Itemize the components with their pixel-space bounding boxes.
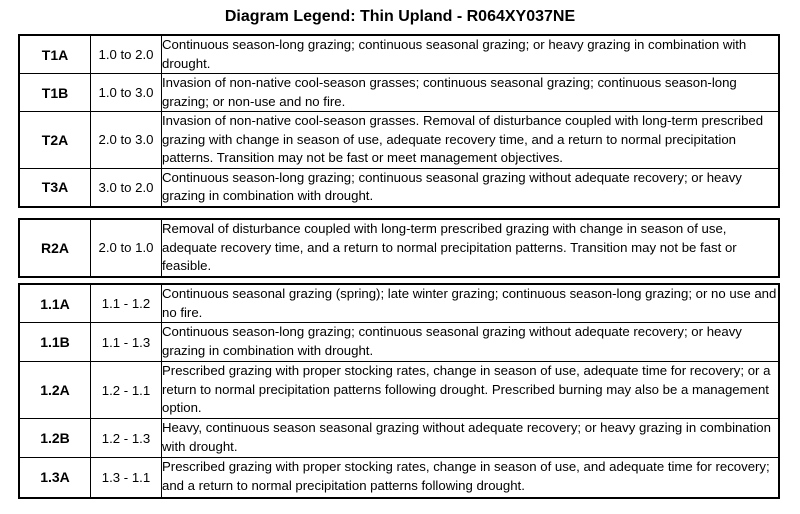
row-range: 1.0 to 2.0 xyxy=(91,35,162,74)
row-description: Removal of disturbance coupled with long-term prescribed grazing with change in season of use, adequate recovery time, and a return to normal precipitation patterns. Transition may not be fast or feasible. xyxy=(162,219,780,277)
row-code: T3A xyxy=(19,168,91,207)
row-code: T1B xyxy=(19,74,91,112)
row-description: Invasion of non-native cool-season grasses; continuous seasonal grazing; continuous season-long grazing; or non-use and no fire. xyxy=(162,74,780,112)
row-description: Prescribed grazing with proper stocking rates, change in season of use, adequate time for recovery; or a return to normal precipitation patterns following drought. Prescribed burning may also be a management option. xyxy=(162,362,780,419)
table-row xyxy=(19,168,779,207)
table-row xyxy=(19,74,779,112)
table-row xyxy=(19,35,779,74)
row-description: Heavy, continuous season seasonal grazing without adequate recovery; or heavy grazing in combination with drought. xyxy=(162,419,780,458)
row-code: 1.1B xyxy=(19,323,91,362)
row-description: Invasion of non-native cool-season grasses. Removal of disturbance coupled with long-term prescribed grazing with change in season of use, adequate recovery time, and a return to normal precipitation patterns. Transition may not be fast or meet management objectives. xyxy=(162,112,780,169)
row-range: 3.0 to 2.0 xyxy=(91,168,162,207)
row-range: 1.2 - 1.3 xyxy=(91,419,162,458)
row-code: 1.2B xyxy=(19,419,91,458)
row-description: Prescribed grazing with proper stocking rates, change in season of use, and adequate time for recovery; and a return to normal precipitation patterns following drought. xyxy=(162,458,780,498)
row-range: 1.0 to 3.0 xyxy=(91,74,162,112)
row-description: Continuous seasonal grazing (spring); late winter grazing; continuous season-long grazing; or no use and no fire. xyxy=(162,284,780,323)
row-description: Continuous season-long grazing; continuous seasonal grazing without adequate recovery; or heavy grazing in combination with drought. xyxy=(162,168,780,207)
row-description: Continuous season-long grazing; continuous seasonal grazing without adequate recovery; or heavy grazing in combination with drought. xyxy=(162,323,780,362)
table-row xyxy=(19,458,779,498)
row-code: T1A xyxy=(19,35,91,74)
row-range: 2.0 to 3.0 xyxy=(91,112,162,169)
row-range: 1.1 - 1.3 xyxy=(91,323,162,362)
row-code: T2A xyxy=(19,112,91,169)
legend-table-transitions xyxy=(18,34,780,208)
table-row xyxy=(19,323,779,362)
row-code: 1.3A xyxy=(19,458,91,498)
row-code: R2A xyxy=(19,219,91,277)
table-row xyxy=(19,219,779,277)
row-code: 1.1A xyxy=(19,284,91,323)
row-code: 1.2A xyxy=(19,362,91,419)
row-description: Continuous season-long grazing; continuous seasonal grazing; or heavy grazing in combination with drought. xyxy=(162,35,780,74)
table-row xyxy=(19,112,779,169)
legend-title: Diagram Legend: Thin Upland - R064XY037NE xyxy=(224,8,576,25)
legend-table-pathways xyxy=(18,283,780,499)
table-row xyxy=(19,284,779,323)
row-range: 1.1 - 1.2 xyxy=(91,284,162,323)
table-row xyxy=(19,419,779,458)
table-row xyxy=(19,362,779,419)
row-range: 2.0 to 1.0 xyxy=(91,219,162,277)
row-range: 1.2 - 1.1 xyxy=(91,362,162,419)
row-range: 1.3 - 1.1 xyxy=(91,458,162,498)
legend-table-restorations xyxy=(18,218,780,278)
